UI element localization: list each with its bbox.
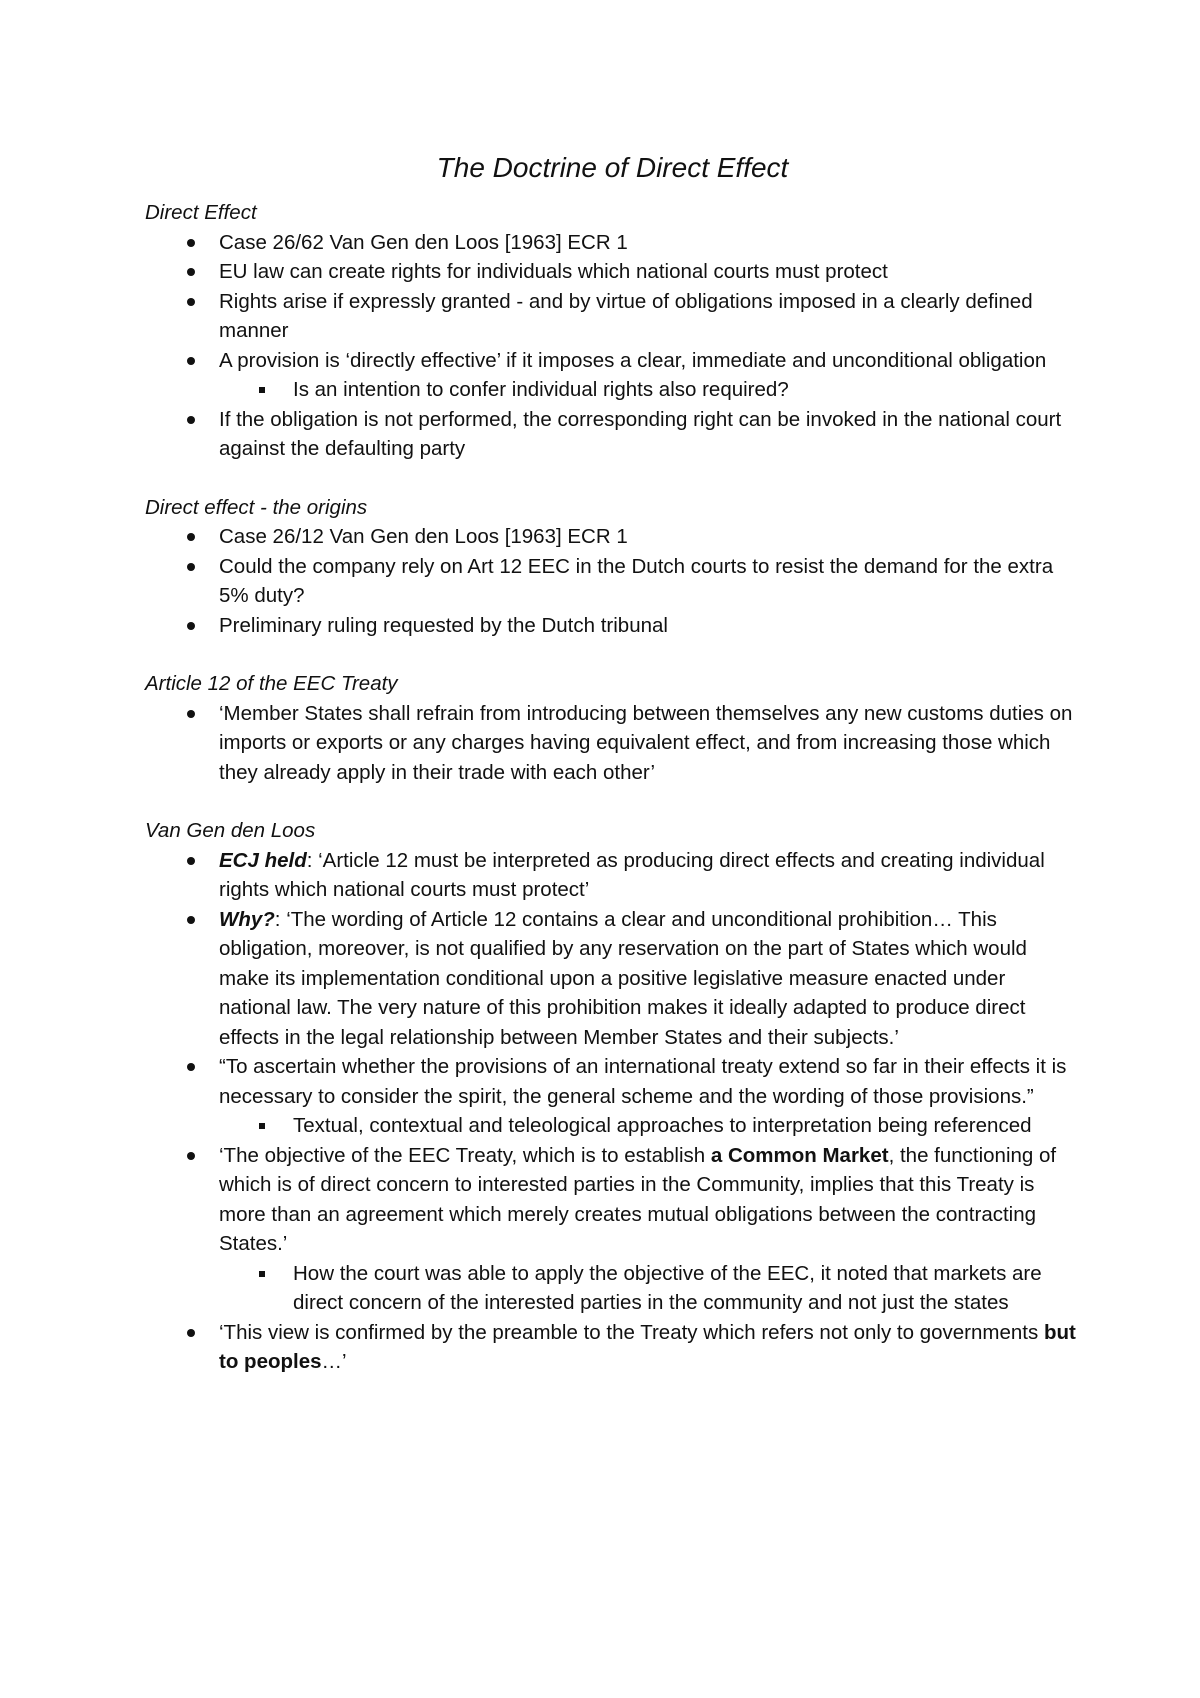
list-item <box>145 846 1080 905</box>
list-item: ‘Member States shall refrain from introducing between themselves any new customs duties on imports or exports or any charges having equivalent effect, and from increasing those which they already apply in their trade with each other’ <box>145 699 1080 788</box>
list-item: Rights arise if expressly granted - and by virtue of obligations imposed in a clearly defined manner <box>145 287 1080 346</box>
list-item <box>145 1318 1080 1377</box>
section-heading: Direct effect - the origins <box>145 495 368 519</box>
bullet-list <box>145 699 1080 788</box>
section-van-gen-den-loos <box>145 816 1080 1377</box>
document-title: The Doctrine of Direct Effect <box>436 152 789 183</box>
item-bold-text: a Common Market <box>710 1143 889 1167</box>
sub-list-item: Textual, contextual and teleological approaches to interpretation being referenced <box>219 1111 1080 1141</box>
section-heading: Van Gen den Loos <box>145 819 316 842</box>
item-text: ‘The objective of the EEC Treaty, which is to establish <box>219 1143 711 1167</box>
sub-bullet-list <box>219 375 1080 405</box>
list-item: Could the company rely on Art 12 EEC in the Dutch courts to resist the demand for the extra 5% duty? <box>145 552 1080 611</box>
list-item <box>145 346 1080 405</box>
sub-list-item: How the court was able to apply the objective of the EEC, it noted that markets are direct concern of the interested parties in the community and not just the states <box>219 1259 1080 1318</box>
item-text: , the functioning of which is of direct concern to interested parties in the Community, implies that this Treaty is more than an agreement which merely creates mutual obligations between the contracting States.’ <box>219 1143 1057 1255</box>
sub-bullet-list <box>219 1111 1080 1141</box>
list-item: Case 26/62 Van Gen den Loos [1963] ECR 1 <box>145 228 1080 258</box>
section-heading: Article 12 of the EEC Treaty <box>145 672 398 695</box>
list-item: EU law can create rights for individuals which national courts must protect <box>145 257 1080 287</box>
list-item: If the obligation is not performed, the corresponding right can be invoked in the national court against the defaulting party <box>145 405 1080 464</box>
sub-bullet-list <box>219 1259 1080 1318</box>
bullet-list <box>145 846 1080 1377</box>
list-item <box>145 905 1080 1053</box>
list-item <box>145 1052 1080 1141</box>
list-item: Case 26/12 Van Gen den Loos [1963] ECR 1 <box>145 522 1080 552</box>
sub-list-item: Is an intention to confer individual rights also required? <box>219 375 1080 405</box>
section-origins <box>145 493 1080 641</box>
section-direct-effect <box>145 198 1080 464</box>
item-lead-why: Why? <box>219 907 275 931</box>
item-text: …’ <box>321 1350 347 1373</box>
list-item <box>145 1141 1080 1318</box>
item-text: : ‘Article 12 must be interpreted as producing direct effects and creating individual rights which national courts must protect’ <box>219 848 1045 901</box>
list-item: Preliminary ruling requested by the Dutch tribunal <box>145 611 1080 641</box>
item-text: ‘This view is confirmed by the preamble to the Treaty which refers not only to governments <box>219 1320 1044 1344</box>
bullet-list <box>145 522 1080 640</box>
item-lead-ecj-held: ECJ held <box>219 848 307 872</box>
list-item-text: A provision is ‘directly effective’ if it imposes a clear, immediate and unconditional obligation <box>219 348 1047 372</box>
item-text: “To ascertain whether the provisions of an international treaty extend so far in their effects it is necessary to consider the spirit, the general scheme and the wording of those provisions.” <box>219 1055 1067 1108</box>
item-bold-text: but to peoples <box>219 1320 1076 1373</box>
section-article-12 <box>145 669 1080 787</box>
bullet-list <box>145 228 1080 464</box>
section-heading: Direct Effect <box>145 201 257 224</box>
item-text: : ‘The wording of Article 12 contains a clear and unconditional prohibition… This obligation, moreover, is not qualified by any reservation on the part of States which would make its implementation conditional upon a positive legislative measure enacted under national law. The very nature of this prohibition makes it ideally adapted to produce direct effects in the legal relationship between Member States and their subjects.’ <box>219 907 1027 1049</box>
